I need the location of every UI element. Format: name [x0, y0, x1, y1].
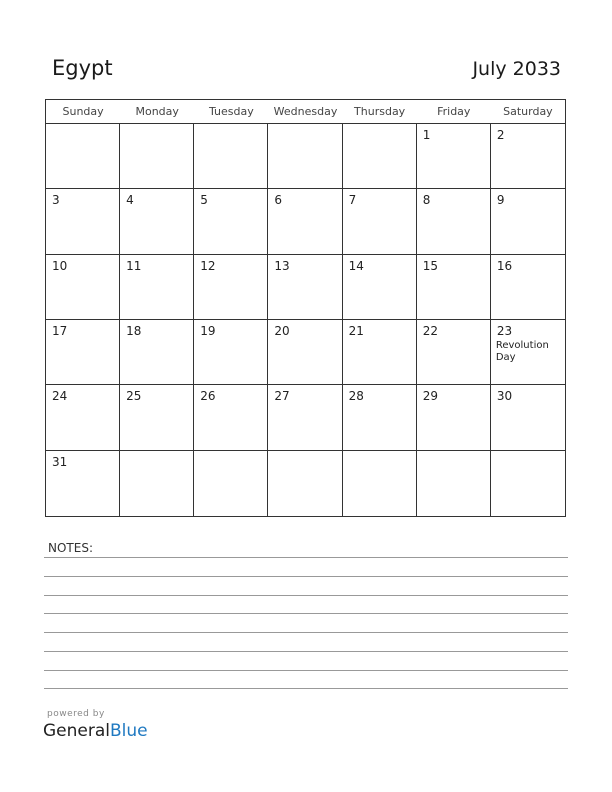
- day-number: 21: [348, 324, 364, 338]
- day-cell[interactable]: [194, 385, 268, 450]
- day-number: 14: [348, 258, 364, 273]
- day-cell[interactable]: [491, 451, 565, 516]
- calendar-grid: [45, 99, 566, 517]
- day-cell[interactable]: [120, 255, 194, 320]
- day-cell[interactable]: [194, 255, 268, 320]
- day-cell[interactable]: [46, 255, 120, 320]
- day-number: 7: [348, 193, 357, 208]
- day-cell[interactable]: [417, 189, 491, 254]
- day-cell[interactable]: [491, 385, 565, 450]
- day-cell[interactable]: [120, 451, 194, 516]
- day-number: 4: [126, 193, 134, 208]
- day-number: 9: [496, 193, 505, 208]
- weekday-header: Wednesday: [273, 105, 338, 118]
- country-title: Egypt: [52, 56, 113, 80]
- day-cell[interactable]: [268, 320, 342, 385]
- day-number: 30: [496, 389, 513, 404]
- day-number: 3: [52, 193, 60, 208]
- day-cell[interactable]: [194, 124, 268, 189]
- day-number: 17: [52, 324, 68, 338]
- weekday-header: Monday: [135, 105, 179, 118]
- day-cell[interactable]: [268, 124, 342, 189]
- note-line[interactable]: [44, 632, 568, 633]
- day-cell[interactable]: [343, 451, 417, 516]
- day-number: 1: [422, 128, 431, 142]
- day-number: 29: [422, 389, 438, 404]
- day-cell[interactable]: [417, 385, 491, 450]
- day-cell[interactable]: [343, 385, 417, 450]
- day-cell[interactable]: [46, 124, 120, 189]
- powered-by-text: powered by: [47, 709, 105, 719]
- day-cell[interactable]: [194, 451, 268, 516]
- day-cell[interactable]: [491, 320, 565, 385]
- day-cell[interactable]: [268, 451, 342, 516]
- weekday-header: Thursday: [354, 105, 406, 118]
- day-number: 28: [348, 389, 364, 404]
- day-number: 12: [200, 258, 216, 273]
- generalblue-logo[interactable]: [43, 721, 148, 741]
- day-number: 20: [274, 324, 290, 338]
- day-number: 27: [274, 389, 290, 404]
- day-cell[interactable]: [120, 385, 194, 450]
- note-line[interactable]: [44, 613, 568, 614]
- day-cell[interactable]: [417, 255, 491, 320]
- day-cell[interactable]: [417, 124, 491, 189]
- day-cell[interactable]: [120, 124, 194, 189]
- day-cell[interactable]: [343, 124, 417, 189]
- brand-blue: Blue: [110, 721, 148, 741]
- day-number: 6: [274, 193, 283, 208]
- day-cell[interactable]: [268, 189, 342, 254]
- day-cell[interactable]: [120, 320, 194, 385]
- day-cell[interactable]: [268, 255, 342, 320]
- note-line[interactable]: [44, 557, 568, 558]
- note-line[interactable]: [44, 688, 568, 689]
- note-line[interactable]: [44, 595, 568, 596]
- day-cell[interactable]: [194, 189, 268, 254]
- day-number: 18: [126, 324, 142, 338]
- day-number: 13: [274, 258, 290, 273]
- day-number: 5: [200, 193, 208, 208]
- day-cell[interactable]: [491, 124, 565, 189]
- day-number: 24: [52, 389, 68, 404]
- weekday-header: Friday: [437, 105, 471, 118]
- day-cell[interactable]: [120, 189, 194, 254]
- day-cell[interactable]: [194, 320, 268, 385]
- day-cell[interactable]: [491, 255, 565, 320]
- day-cell[interactable]: [343, 189, 417, 254]
- day-number: 2: [496, 128, 505, 142]
- day-cell[interactable]: [46, 385, 120, 450]
- day-number: 19: [200, 324, 216, 338]
- weekday-header: Tuesday: [208, 105, 254, 118]
- month-year-title: July 2033: [472, 58, 561, 80]
- weekday-header: Sunday: [62, 105, 104, 118]
- note-line[interactable]: [44, 576, 568, 577]
- day-number: 22: [422, 324, 438, 338]
- day-cell[interactable]: [491, 189, 565, 254]
- day-number: 11: [126, 258, 142, 273]
- day-number: 23: [496, 324, 513, 338]
- day-cell[interactable]: [343, 255, 417, 320]
- day-number: 8: [422, 193, 431, 208]
- day-cell[interactable]: [417, 451, 491, 516]
- brand-general: General: [43, 721, 110, 741]
- day-number: 31: [52, 454, 68, 469]
- weekday-header-row: [46, 100, 565, 124]
- day-cell[interactable]: [46, 189, 120, 254]
- day-cell[interactable]: [46, 320, 120, 385]
- day-number: 25: [126, 389, 142, 404]
- day-number: 16: [496, 258, 513, 273]
- notes-label: NOTES:: [48, 541, 93, 555]
- day-cell[interactable]: [417, 320, 491, 385]
- day-number: 26: [200, 389, 216, 404]
- day-cell[interactable]: [46, 451, 120, 516]
- day-cell[interactable]: [343, 320, 417, 385]
- note-line[interactable]: [44, 670, 568, 671]
- note-line[interactable]: [44, 651, 568, 652]
- weekday-header: Saturday: [503, 105, 553, 118]
- day-number: 15: [422, 258, 438, 273]
- holiday-label: Revolution Day: [495, 340, 549, 363]
- day-cell[interactable]: [268, 385, 342, 450]
- day-number: 10: [52, 258, 68, 273]
